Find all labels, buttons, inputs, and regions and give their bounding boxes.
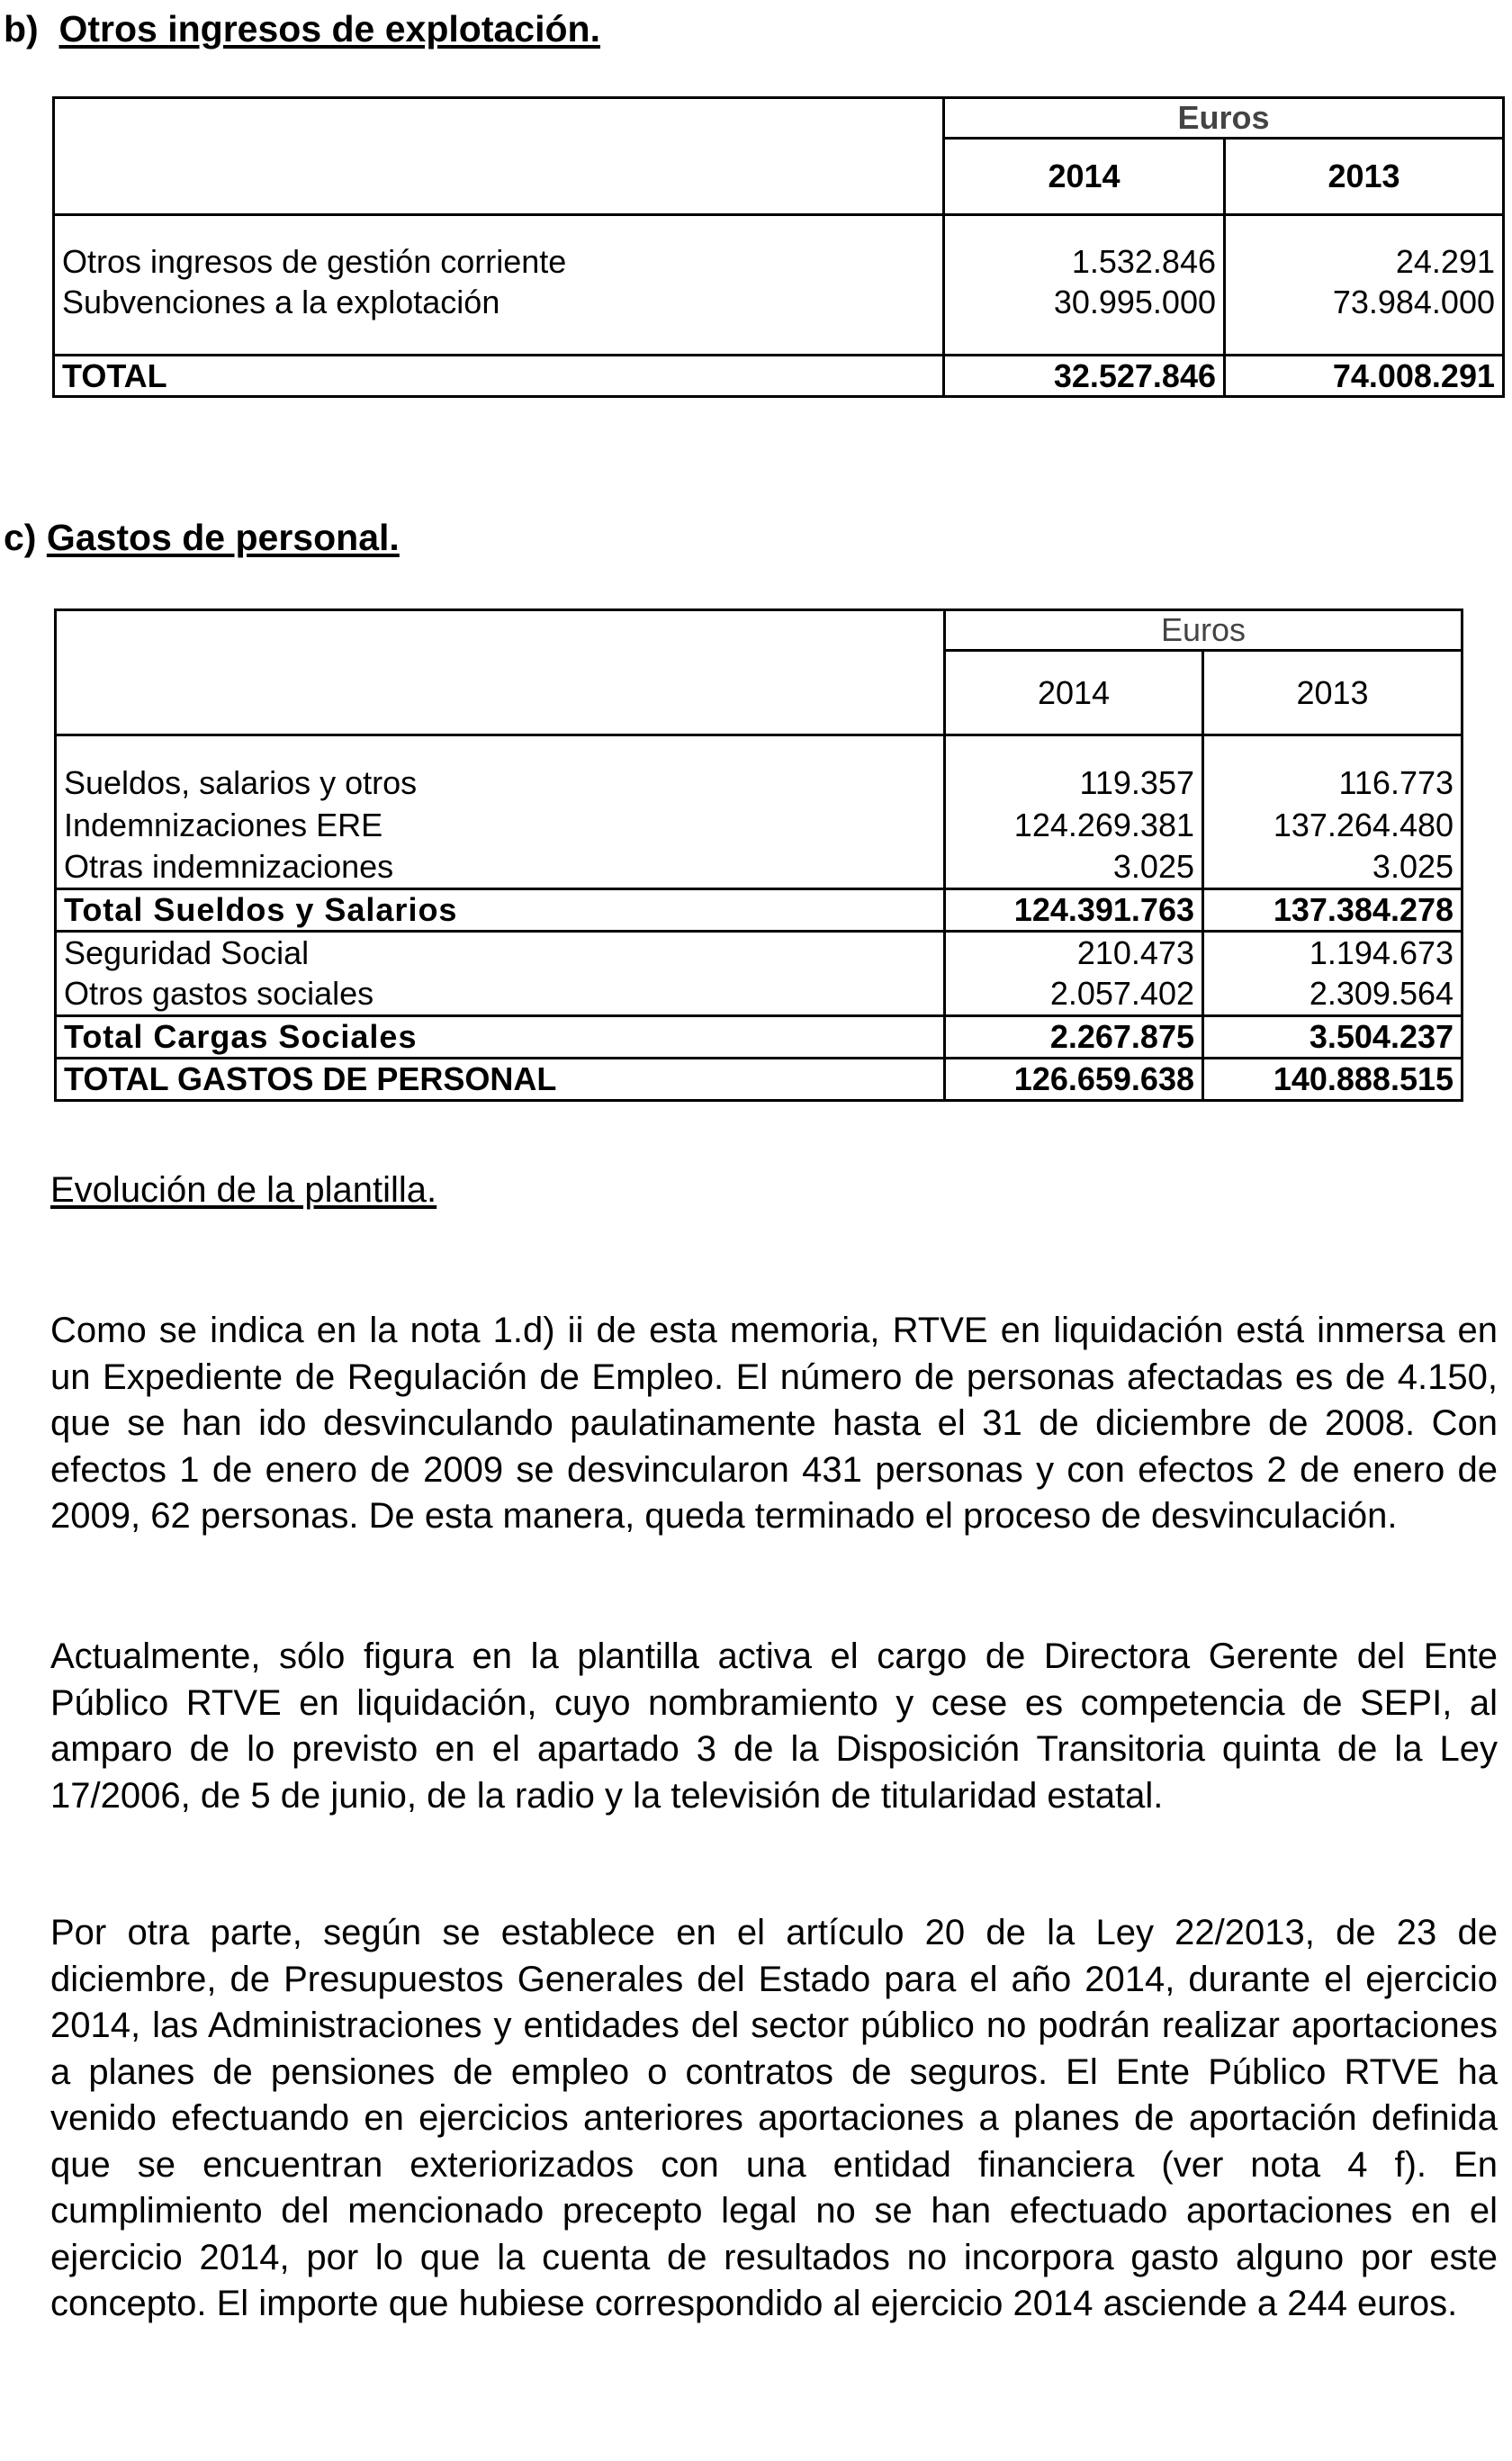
table-c-year-2014: 2014 <box>945 651 1203 735</box>
row-value-2014: 30.995.000 <box>944 283 1225 323</box>
table-c-spacer-cell <box>1203 735 1462 762</box>
row-value-2014: 124.391.763 <box>945 889 1203 932</box>
row-value-2014: 124.269.381 <box>945 805 1203 847</box>
row-value-2014: 2.057.402 <box>945 974 1203 1016</box>
table-row <box>56 805 1462 847</box>
table-row <box>56 932 1462 974</box>
table-gastos-personal <box>54 608 1463 1102</box>
total-label: TOTAL <box>54 356 944 397</box>
row-value-2014: 126.659.638 <box>945 1059 1203 1101</box>
table-otros-ingresos <box>52 96 1505 398</box>
table-b-spacer <box>54 215 944 242</box>
table-row <box>56 762 1462 805</box>
row-value-2014: 210.473 <box>945 932 1203 974</box>
table-row <box>56 974 1462 1016</box>
row-label: Subvenciones a la explotación <box>54 283 944 323</box>
table-subtotal-row <box>56 889 1462 932</box>
total-value-2014: 32.527.846 <box>944 356 1225 397</box>
row-value-2013: 140.888.515 <box>1203 1059 1462 1101</box>
table-b-spacer-cell <box>1225 215 1504 242</box>
total-value-2013: 74.008.291 <box>1225 356 1504 397</box>
table-b-spacer <box>54 323 944 356</box>
row-value-2013: 116.773 <box>1203 762 1462 805</box>
table-b-spacer-cell <box>1225 323 1504 356</box>
table-total-row <box>54 356 1504 397</box>
row-label: Otros ingresos de gestión corriente <box>54 242 944 283</box>
row-label: Total Cargas Sociales <box>56 1016 945 1059</box>
section-c-letter: c) <box>4 517 37 558</box>
table-b-spacer-cell <box>944 323 1225 356</box>
table-b-year-2014: 2014 <box>944 139 1225 215</box>
row-value-2013: 3.504.237 <box>1203 1016 1462 1059</box>
table-row <box>54 242 1504 283</box>
row-value-2013: 137.264.480 <box>1203 805 1462 847</box>
row-value-2014: 3.025 <box>945 847 1203 889</box>
paragraph-plantilla-activa: Actualmente, sólo figura en la plantilla activa el cargo de Directora Gerente del Ente Público RTVE en liquidación, cuyo nombramiento y cese es competencia de SEPI, al amparo de lo previsto en el apartado 3 de la Disposición Transitoria quinta de la Ley 17/2006, de 5 de junio, de la radio y la televisión de titularidad estatal. <box>50 1636 1498 1816</box>
table-c-header-blank <box>56 610 945 735</box>
table-c-spacer <box>56 735 945 762</box>
row-label: Otras indemnizaciones <box>56 847 945 889</box>
row-value-2013: 1.194.673 <box>1203 932 1462 974</box>
section-b-letter: b) <box>4 8 39 50</box>
row-value-2014: 2.267.875 <box>945 1016 1203 1059</box>
row-label: Indemnizaciones ERE <box>56 805 945 847</box>
table-row <box>56 847 1462 889</box>
paragraph-ere: Como se indica en la nota 1.d) ii de esta memoria, RTVE en liquidación está inmersa en un Expediente de Regulación de Empleo. El número de personas afectadas es de 4.150, que se han ido desvinculando paulatinamente hasta el 31 de diciembre de 2008. Con efectos 1 de enero de 2009 se desvincularon 431 personas y con efectos 2 de enero de 2009, 62 personas. De esta manera, queda terminado el proceso de desvinculación. <box>50 1311 1498 1536</box>
table-total-row <box>56 1059 1462 1101</box>
row-value-2013: 137.384.278 <box>1203 889 1462 932</box>
table-b-spacer-cell <box>944 215 1225 242</box>
table-subtotal-row <box>56 1016 1462 1059</box>
table-row <box>54 283 1504 323</box>
row-label: Sueldos, salarios y otros <box>56 762 945 805</box>
table-b-header-blank <box>54 98 944 215</box>
row-value-2014: 119.357 <box>945 762 1203 805</box>
section-b-heading <box>4 7 600 50</box>
row-value-2014: 1.532.846 <box>944 242 1225 283</box>
table-c-year-2013: 2013 <box>1203 651 1462 735</box>
table-c-spacer-cell <box>945 735 1203 762</box>
section-c-heading <box>4 516 400 559</box>
table-b-currency-label: Euros <box>944 98 1504 139</box>
row-value-2013: 2.309.564 <box>1203 974 1462 1016</box>
row-label: Otros gastos sociales <box>56 974 945 1016</box>
row-label: Total Sueldos y Salarios <box>56 889 945 932</box>
row-value-2013: 73.984.000 <box>1225 283 1504 323</box>
table-b-year-2013: 2013 <box>1225 139 1504 215</box>
section-c-title: Gastos de personal. <box>46 517 400 558</box>
section-b-title: Otros ingresos de explotación. <box>58 8 600 50</box>
row-value-2013: 24.291 <box>1225 242 1504 283</box>
paragraph-aportaciones: Por otra parte, según se establece en el artículo 20 de la Ley 22/2013, de 23 de diciembre, de Presupuestos Generales del Estado para el año 2014, durante el ejercicio 2014, las Administraciones y entidades del sector público no podrán realizar aportaciones a planes de pensiones de empleo o contratos de seguros. El Ente Público RTVE ha venido efectuando en ejercicios anteriores aportaciones a planes de aportación definida que se encuentran exteriorizados con una entidad financiera (ver nota 4 f). En cumplimiento del mencionado precepto legal no se han efectuado aportaciones en el ejercicio 2014, por lo que la cuenta de resultados no incorpora gasto alguno por este concepto. El importe que hubiese correspondido al ejercicio 2014 asciende a 244 euros. <box>50 1913 1498 2323</box>
evolucion-heading: Evolución de la plantilla. <box>50 1170 437 1210</box>
row-label: Seguridad Social <box>56 932 945 974</box>
table-c-currency-label: Euros <box>945 610 1462 651</box>
row-label: TOTAL GASTOS DE PERSONAL <box>56 1059 945 1101</box>
row-value-2013: 3.025 <box>1203 847 1462 889</box>
